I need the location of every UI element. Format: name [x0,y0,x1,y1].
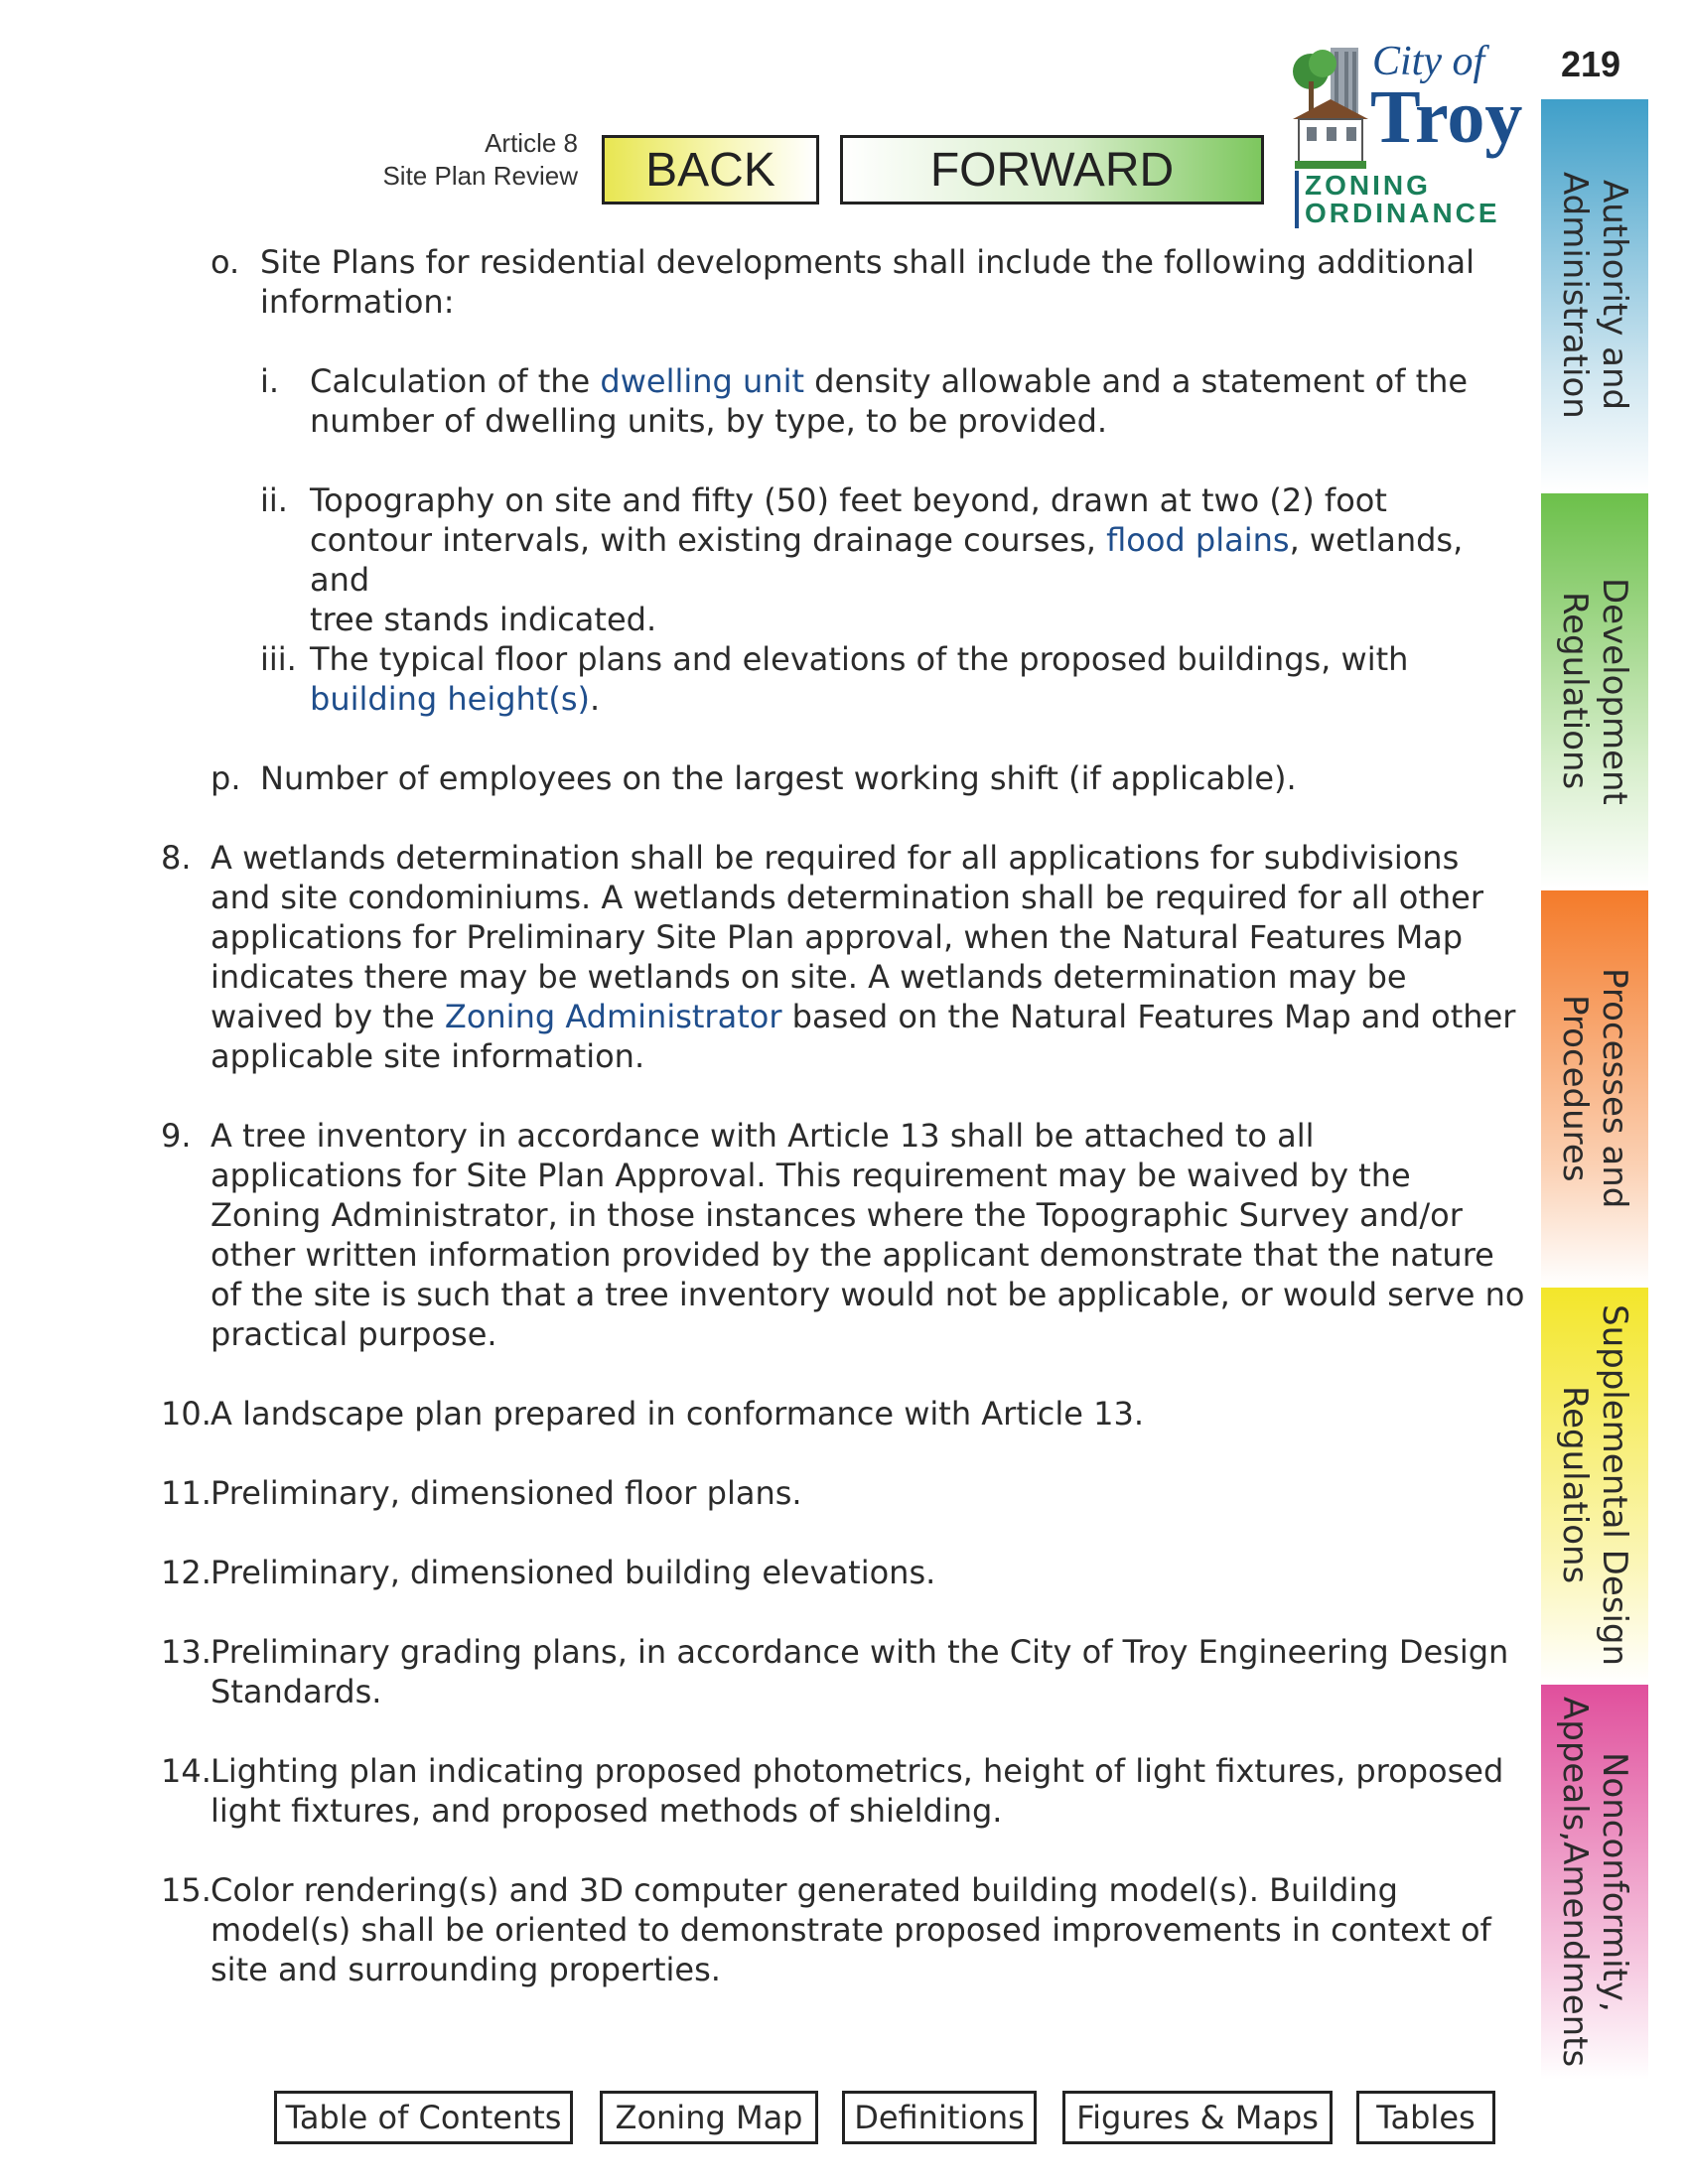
logo-troy-text: Troy [1370,75,1523,159]
item-text: Site Plans for residential developments shall include the following additional [260,243,1475,281]
item-marker: 8. [161,839,192,877]
item-text: and site condominiums. A wetlands determination shall be required for all other [211,879,1483,916]
back-button[interactable]: BACK [602,135,819,205]
tab-processes-and-procedures[interactable] [1541,890,1648,1286]
item-marker: i. [260,362,280,400]
list-item-12 [161,1553,936,1592]
item-text: Lighting plan indicating proposed photometrics, height of light fixtures, proposed [211,1752,1504,1790]
item-text: model(s) shall be oriented to demonstrate proposed improvements in context of [211,1911,1491,1949]
dwelling-unit-link[interactable]: dwelling unit [600,362,804,400]
item-marker: 11. [161,1474,211,1512]
item-marker: iii. [260,640,297,678]
item-text: A wetlands determination shall be required for all applications for subdivisions [211,839,1460,877]
item-text: Color rendering(s) and 3D computer generated building model(s). Building [211,1871,1398,1909]
list-item-o [211,242,1475,322]
logo-city-text: City of [1372,39,1485,84]
item-text: information: [260,283,455,321]
item-marker: 10. [161,1395,211,1433]
list-item-9 [161,1116,1525,1354]
item-text [310,520,1529,600]
item-marker: ii. [260,481,288,519]
item-marker: 14. [161,1752,211,1790]
tables-button[interactable]: Tables [1356,2091,1495,2144]
text-run: Calculation of the [310,362,601,400]
item-text: The typical floor plans and elevations of the proposed buildings, with [310,640,1409,678]
tab-label: Nonconformity, Appeals,Amendments [1555,1697,1634,2068]
item-marker: 15. [161,1871,211,1909]
tab-nonconformity-appeals-amendments[interactable] [1541,1685,1648,2080]
tab-development-regulations[interactable] [1541,493,1648,888]
zoning-map-button[interactable]: Zoning Map [600,2091,818,2144]
item-text: of the site is such that a tree inventory would not be applicable, or would serve no [211,1276,1525,1313]
item-text: Standards. [211,1673,382,1710]
item-text: site and surrounding properties. [211,1951,721,1988]
item-text: practical purpose. [211,1315,497,1353]
tab-supplemental-design-regulations[interactable] [1541,1288,1648,1683]
text-run: waived by the [211,998,445,1035]
list-item-11 [161,1473,802,1513]
tab-label: Development Regulations [1555,577,1634,805]
list-item-15 [161,1870,1491,1989]
tab-label: Supplemental Design Regulations [1555,1303,1634,1667]
item-text [310,361,1468,401]
item-text: other written information provided by the applicant demonstrate that the nature [211,1236,1494,1274]
item-text: applications for Preliminary Site Plan approval, when the Natural Features Map [211,918,1464,956]
item-text: applicable site information. [211,1037,645,1075]
item-text [211,997,1515,1036]
list-item-14 [161,1751,1504,1831]
tab-label: Processes and Procedures [1555,967,1634,1209]
definitions-button[interactable]: Definitions [842,2091,1037,2144]
list-item-p [211,758,1297,798]
zoning-administrator-link[interactable]: Zoning Administrator [444,998,782,1035]
item-text: indicates there may be wetlands on site. A wetlands determination may be [211,958,1407,996]
article-title: Article 8 [485,128,578,158]
list-item-8 [161,838,1516,1076]
figures-maps-button[interactable]: Figures & Maps [1062,2091,1333,2144]
logo-zoning-text: ZONING [1295,171,1431,201]
tab-label: Authority and Administration [1555,172,1634,419]
item-text: light fixtures, and proposed methods of shielding. [211,1792,1003,1830]
text-run: contour intervals, with existing drainage courses, [310,521,1107,559]
city-of-troy-logo [1291,38,1523,232]
item-text: tree stands indicated. [310,601,657,638]
list-item-o-i [260,361,1469,441]
flood-plains-link[interactable]: flood plains [1106,521,1290,559]
text-run: density allowable and a statement of the [804,362,1469,400]
tab-authority-and-administration[interactable] [1541,99,1648,491]
list-item-o-ii [260,480,1529,639]
item-text: Zoning Administrator, in those instances where the Topographic Survey and/or [211,1196,1463,1234]
item-marker: o. [211,243,240,281]
item-text: A landscape plan prepared in conformance with Article 13. [211,1395,1144,1433]
item-text: applications for Site Plan Approval. This requirement may be waived by the [211,1157,1411,1194]
item-marker: 13. [161,1633,211,1671]
list-item-o-iii [260,639,1409,719]
forward-button[interactable]: FORWARD [840,135,1264,205]
page-number: 219 [1561,44,1621,84]
item-text [310,679,1408,719]
item-text: Preliminary grading plans, in accordance with the City of Troy Engineering Design [211,1633,1509,1671]
list-item-13 [161,1632,1509,1711]
text-run: . [589,680,601,718]
item-text: Topography on site and fifty (50) feet beyond, drawn at two (2) foot [310,481,1387,519]
item-text: Number of employees on the largest working shift (if applicable). [260,759,1297,797]
building-height-link[interactable]: building height(s) [310,680,590,718]
item-text: Preliminary, dimensioned building elevations. [211,1554,936,1591]
text-run: based on the Natural Features Map and other [781,998,1516,1035]
item-marker: 12. [161,1554,211,1591]
item-text: A tree inventory in accordance with Article 13 shall be attached to all [211,1117,1315,1155]
city-skyline-icon [1291,42,1372,171]
logo-ordinance-text: ORDINANCE [1295,199,1500,228]
article-subtitle: Site Plan Review [382,161,578,191]
list-item-10 [161,1394,1144,1433]
item-text: number of dwelling units, by type, to be provided. [310,402,1108,440]
table-of-contents-button[interactable]: Table of Contents [274,2091,573,2144]
item-marker: 9. [161,1117,192,1155]
item-marker: p. [211,759,241,797]
article-label [298,127,578,193]
text-run: , wetlands, and [310,521,1464,599]
item-text: Preliminary, dimensioned floor plans. [211,1474,802,1512]
